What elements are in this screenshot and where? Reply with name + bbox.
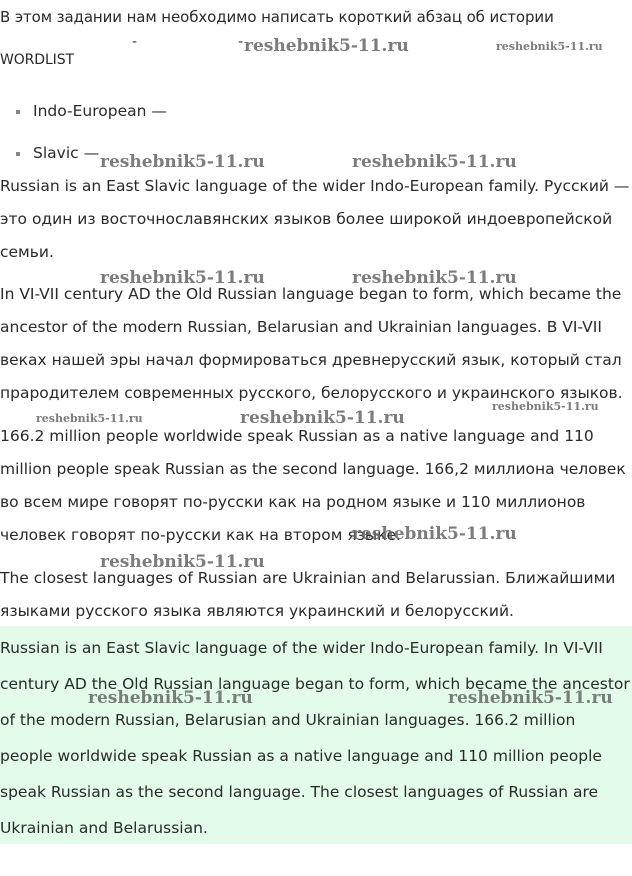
list-item-label: Indo-European — — [33, 102, 167, 120]
watermark: reshebnik5-11.ru — [100, 268, 265, 288]
paragraph: In VI-VII century AD the Old Russian language began to form, which became the ancestor of the modern Russian, Belarusian and Ukrainian languages. В VI-VII веках нашей эры начал формироваться древнерусский язык, который стал прародителем современных русского, белорусского и украинского языков. — [0, 285, 623, 402]
dash-mark: - — [238, 34, 244, 50]
watermark: reshebnik5-11.ru — [100, 152, 265, 172]
bullet-icon — [16, 152, 20, 156]
paragraph: 166.2 million people worldwide speak Russian as a native language and 110 million people speak Russian as the second language. 166,2 миллиона человек во всем мире говорят по-русски как на родном языке и 110 миллионов человек говорят по-русски как на втором языке. — [0, 427, 626, 544]
watermark: reshebnik5-11.ru — [492, 400, 599, 413]
list-item — [16, 144, 99, 162]
paragraph: Russian is an East Slavic language of the wider Indo-European family. Русский — это один из восточнославянских языков более широкой индоевропейской семьи. — [0, 177, 630, 261]
watermark: reshebnik5-11.ru — [352, 524, 517, 544]
watermark: reshebnik5-11.ru — [496, 40, 603, 53]
bullet-icon — [16, 110, 20, 114]
wordlist-heading: WORDLIST — [0, 52, 74, 68]
watermark: reshebnik5-11.ru — [352, 152, 517, 172]
watermark: reshebnik5-11.ru — [244, 36, 409, 56]
list-item-label: Slavic — — [33, 144, 100, 162]
paragraph: The closest languages of Russian are Ukrainian and Belarussian. Ближайшими языками русского языка являются украинский и белорусский. — [0, 569, 616, 620]
watermark: reshebnik5-11.ru — [88, 688, 253, 708]
watermark: reshebnik5-11.ru — [448, 688, 613, 708]
summary-paragraph: Russian is an East Slavic language of the wider Indo-European family. In VI-VII century AD the Old Russian language began to form, which became the ancestor of the modern Russian, Belarusian and Ukrainian languages. 166.2 million people worldwide speak Russian as a native language and 110 million people speak Russian as the second language. The closest languages of Russian are Ukrainian and Belarussian. — [0, 639, 630, 837]
watermark: reshebnik5-11.ru — [36, 412, 143, 425]
watermark: reshebnik5-11.ru — [352, 268, 517, 288]
watermark: reshebnik5-11.ru — [240, 408, 405, 428]
intro-text: В этом задании нам необходимо написать короткий абзац об истории — [0, 8, 554, 26]
watermark: reshebnik5-11.ru — [100, 552, 265, 572]
list-item — [16, 102, 167, 120]
dash-mark: - — [132, 34, 138, 50]
